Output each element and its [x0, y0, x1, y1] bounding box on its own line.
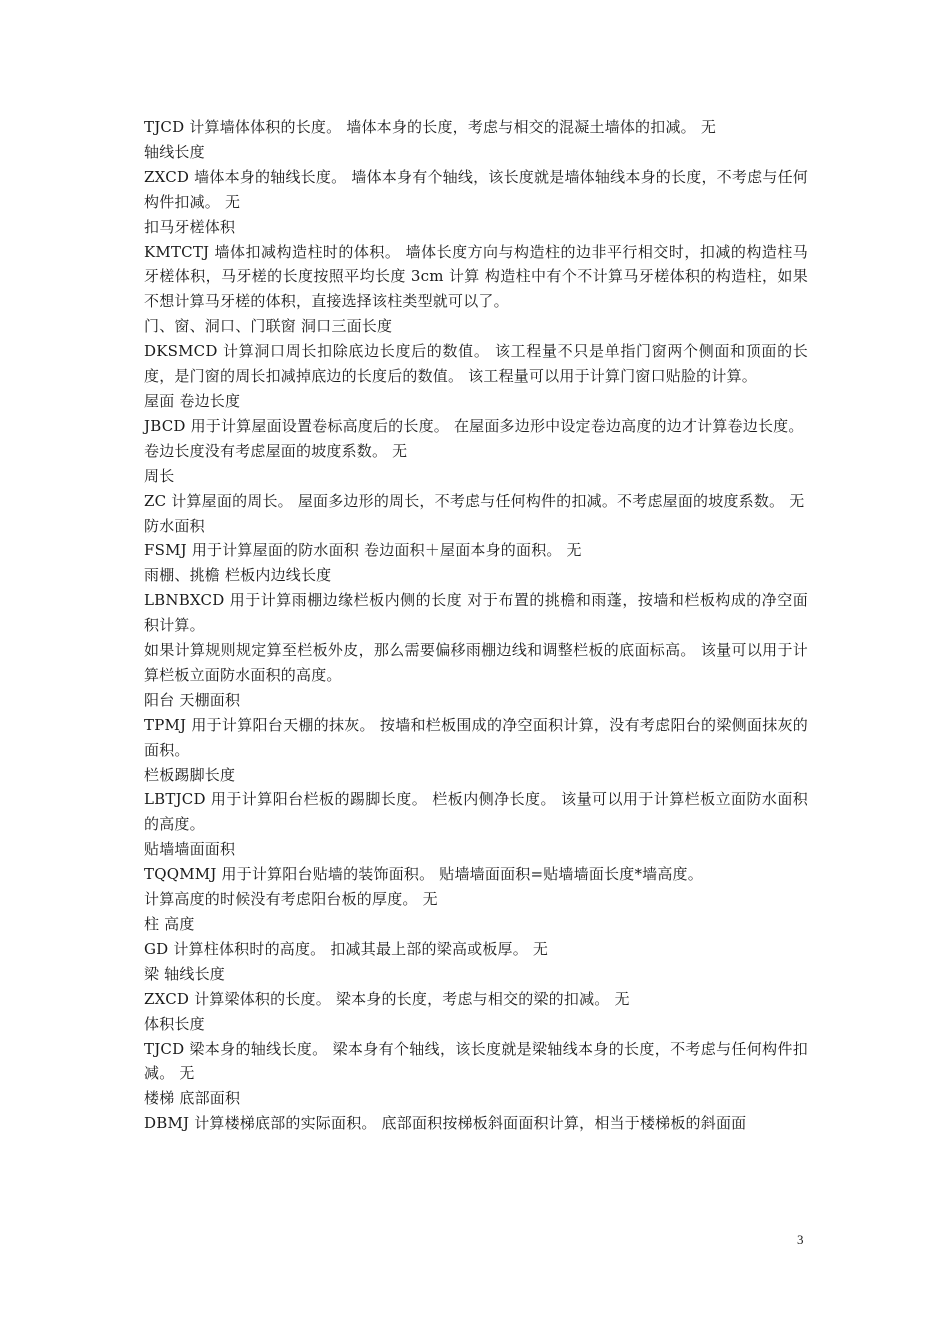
paragraph: 扣马牙槎体积 [144, 217, 236, 236]
paragraph: TQQMMJ 用于计算阳台贴墙的装饰面积。 贴墙墙面面积=贴墙墙面长度*墙高度。 [144, 865, 703, 884]
paragraph: LBTJCD 用于计算阳台栏板的踢脚长度。 栏板内侧净长度。 该量可以用于计算栏板立面防水面积的高度。 [144, 790, 808, 834]
paragraph: 阳台 天棚面积 [144, 690, 241, 709]
paragraph: FSMJ 用于计算屋面的防水面积 卷边面积＋屋面本身的面积。 无 [144, 541, 582, 560]
paragraph: 梁 轴线长度 [144, 964, 225, 983]
paragraph: ZXCD 计算梁体积的长度。 梁本身的长度，考虑与相交的梁的扣减。 无 [144, 989, 630, 1008]
paragraph: 卷边长度没有考虑屋面的坡度系数。 无 [144, 441, 408, 460]
body-text [144, 115, 808, 1136]
paragraph: KMTCTJ 墙体扣减构造柱时的体积。 墙体长度方向与构造柱的边非平行相交时，扣减的构造柱马牙槎体积，马牙槎的长度按照平均长度 3cm 计算 构造柱中有个不计算马牙槎体积的构造柱，如果不想计算马牙槎的体积，直接选择该柱类型就可以了。 [144, 242, 808, 311]
paragraph: TJCD 计算墙体体积的长度。 墙体本身的长度，考虑与相交的混凝土墙体的扣减。 无 [144, 118, 717, 136]
paragraph: LBNBXCD 用于计算雨棚边缘栏板内侧的长度 对于布置的挑檐和雨蓬，按墙和栏板构成的净空面积计算。 [144, 591, 808, 635]
paragraph: 如果计算规则规定算至栏板外皮，那么需要偏移雨棚边线和调整栏板的底面标高。 该量可以用于计算栏板立面防水面积的高度。 [144, 641, 808, 684]
paragraph: 周长 [144, 466, 175, 485]
paragraph: 楼梯 底部面积 [144, 1089, 241, 1108]
paragraph: 体积长度 [144, 1014, 205, 1033]
paragraph: 轴线长度 [144, 142, 205, 161]
paragraph: DBMJ 计算楼梯底部的实际面积。 底部面积按梯板斜面面积计算，相当于楼梯板的斜面面 [144, 1114, 747, 1133]
paragraph: 柱 高度 [144, 915, 195, 933]
paragraph: 栏板踢脚长度 [144, 765, 236, 784]
paragraph: DKSMCD 计算洞口周长扣除底边长度后的数值。 该工程量不只是单指门窗两个侧面和顶面的长度，是门窗的周长扣减掉底边的长度后的数值。 该工程量可以用于计算门窗口贴脸的计算。 [144, 342, 808, 386]
page-number: 3 [797, 1232, 804, 1247]
paragraph: 门、窗、洞口、门联窗 洞口三面长度 [144, 317, 393, 336]
paragraph: JBCD 用于计算屋面设置卷标高度后的长度。 在屋面多边形中设定卷边高度的边才计算卷边长度。 [144, 416, 804, 435]
paragraph: 屋面 卷边长度 [144, 391, 241, 410]
paragraph: TPMJ 用于计算阳台天棚的抹灰。 按墙和栏板围成的净空面积计算，没有考虑阳台的梁侧面抹灰的面积。 [144, 715, 808, 759]
paragraph: 防水面积 [144, 516, 205, 535]
paragraph: 雨棚、挑檐 栏板内边线长度 [144, 566, 332, 585]
paragraph: TJCD 梁本身的轴线长度。 梁本身有个轴线，该长度就是梁轴线本身的长度，不考虑与任何构件扣减。 无 [144, 1039, 808, 1083]
paragraph: ZC 计算屋面的周长。 屋面多边形的周长，不考虑与任何构件的扣减。不考虑屋面的坡度系数。 无 [144, 491, 805, 510]
paragraph: 计算高度的时候没有考虑阳台板的厚度。 无 [144, 890, 438, 909]
paragraph: 贴墙墙面面积 [144, 840, 236, 859]
paragraph: GD 计算柱体积时的高度。 扣减其最上部的梁高或板厚。 无 [144, 939, 549, 958]
paragraph: ZXCD 墙体本身的轴线长度。 墙体本身有个轴线，该长度就是墙体轴线本身的长度，不考虑与任何构件扣减。 无 [144, 167, 808, 211]
